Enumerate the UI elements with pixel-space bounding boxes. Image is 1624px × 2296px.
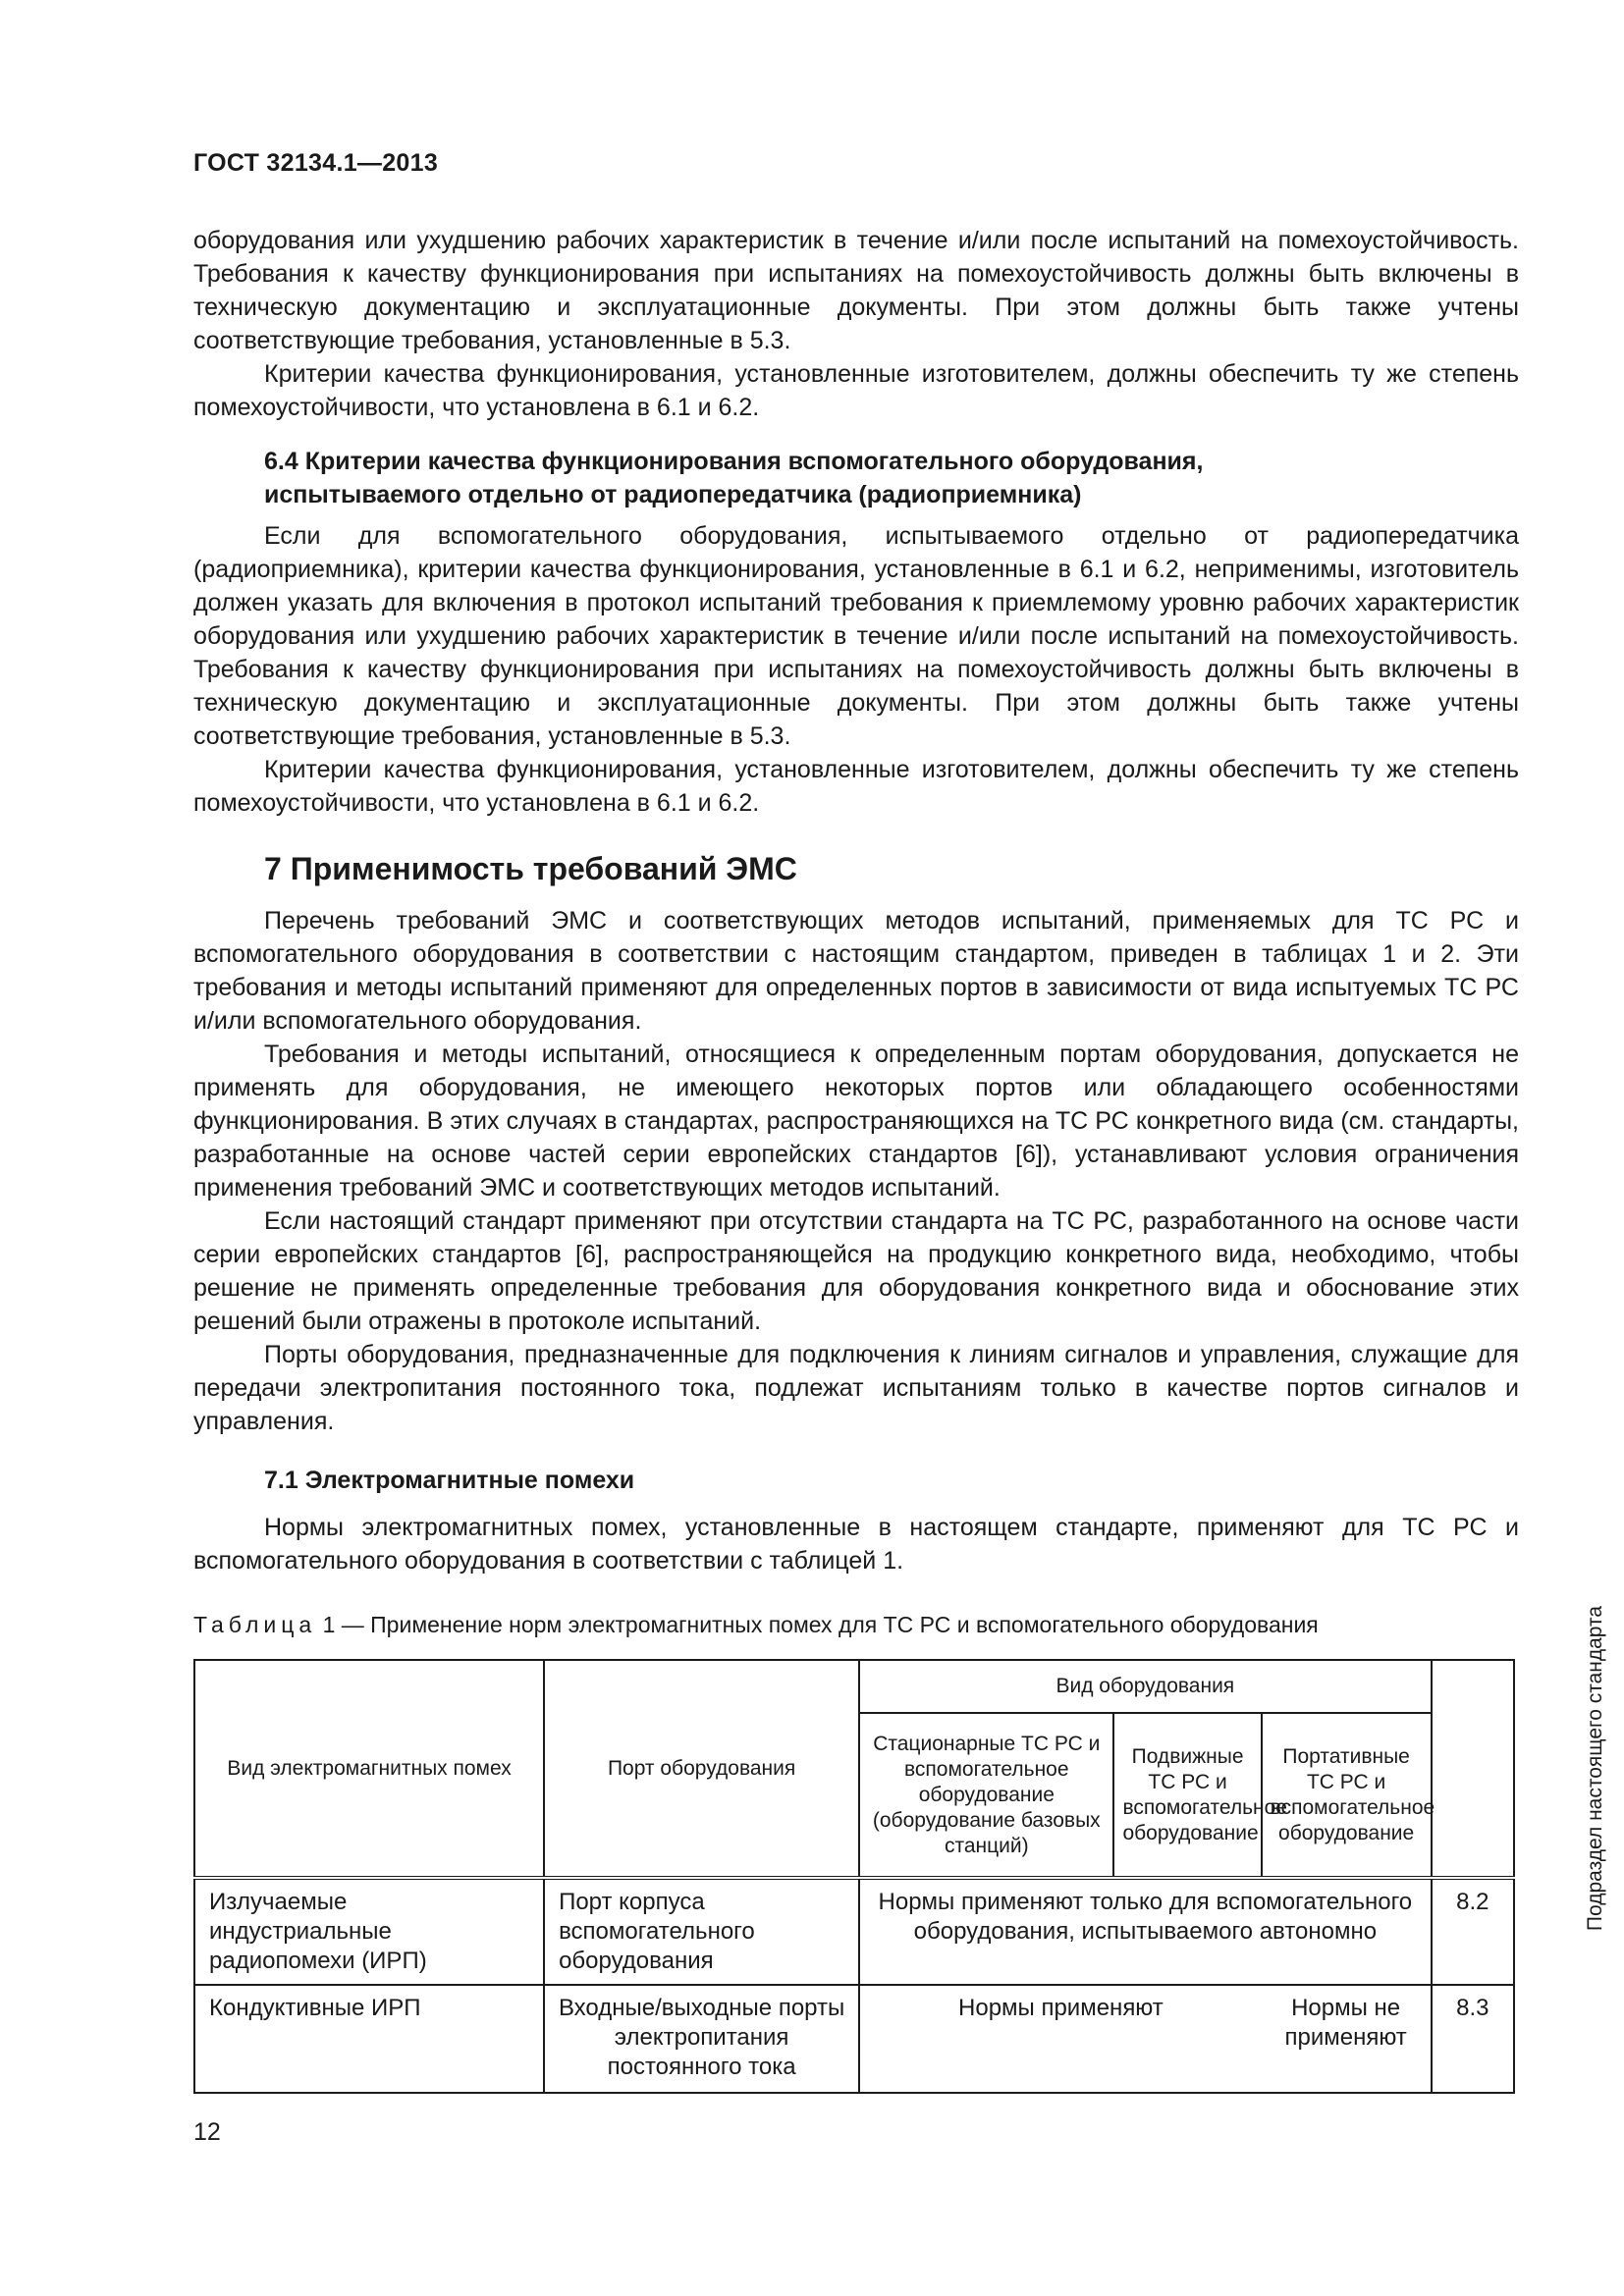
header-equipment-type-group: Вид оборудования xyxy=(859,1660,1431,1713)
table-row xyxy=(194,1878,1514,1985)
paragraph: Перечень требований ЭМС и соответствующих методов испытаний, применяемых для ТС РС и вспомогательного оборудования в соответствии с настоящим стандартом, приведен в таблицах 1 и 2. Эти требования и методы испытаний применяют для определенных портов в зависимости от вида испытуемых ТС РС и/или вспомогательного оборудования. xyxy=(193,907,1519,1035)
paragraph: Критерии качества функционирования, установленные изготовителем, должны обеспечить ту же степень помехоустойчивости, что установлена в 6.1 и 6.2. xyxy=(193,360,1519,421)
paragraph: оборудования или ухудшению рабочих характеристик в течение и/или после испытаний на помехоустойчивость. Требования к качеству функционирования при испытаниях на помехоустойчивость должны быть включены в техническую документацию и эксплуатационные документы. При этом должны быть также учтены соответствующие требования, установленные в 5.3. xyxy=(193,227,1519,354)
page-content xyxy=(193,224,1519,1577)
cell-interference-type: Кондуктивные ИРП xyxy=(194,1985,544,2093)
header-equipment-port: Порт оборудования xyxy=(544,1660,859,1878)
paragraph: Если настоящий стандарт применяют при отсутствии стандарта на ТС РС, разработанного на основе части серии европейских стандартов [6], распространяющейся на продукцию конкретного вида, необходимо, чтобы решение не применять определенные требования для оборудования конкретного вида и обоснование этих решений были отражены в протоколе испытаний. xyxy=(193,1207,1519,1335)
cell-subsection: 8.2 xyxy=(1432,1878,1514,1985)
cell-norm-portable: Нормы не применяют xyxy=(1262,1985,1432,2093)
paragraph: Нормы электромагнитных помех, установленные в настоящем стандарте, применяют для ТС РС и вспомогательного оборудования в соответствии с таблицей 1. xyxy=(193,1514,1519,1575)
table-row xyxy=(194,1985,1514,2093)
paragraph: Требования и методы испытаний, относящиеся к определенным портам оборудования, допускается не применять для оборудования, не имеющего некоторых портов или обладающего особенностями функционирования. В этих случаях в стандартах, распространяющихся на ТС РС конкретного вида (см. стандарты, разработанные на основе частей серии европейских стандартов [6]), устанавливают условия ограничения применения требований ЭМС и соответствующих методов испытаний. xyxy=(193,1041,1519,1201)
section-heading-6-4 xyxy=(264,445,1519,511)
table-caption-text: 1 — Применение норм электромагнитных помех для ТС РС и вспомогательного оборудования xyxy=(316,1612,1319,1637)
header-mobile: Подвижные ТС РС и вспомогательное оборудование xyxy=(1113,1713,1261,1878)
cell-interference-type: Излучаемые индустриальные радиопомехи (ИРП) xyxy=(194,1878,544,1985)
header-interference-type: Вид электромагнитных помех xyxy=(194,1660,544,1878)
document-header: ГОСТ 32134.1—2013 xyxy=(193,149,439,177)
cell-subsection: 8.3 xyxy=(1432,1985,1514,2093)
page-number: 12 xyxy=(193,2118,221,2146)
header-stationary: Стационарные ТС РС и вспомогательное оборудование (оборудование базовых станций) xyxy=(859,1713,1113,1878)
paragraph: Порты оборудования, предназначенные для подключения к линиям сигналов и управления, служащие для передачи электропитания постоянного тока, подлежат испытаниям только в качестве портов сигналов и управления. xyxy=(193,1341,1519,1435)
header-subsection-text: Подраздел настоящего стандарта xyxy=(1583,1605,1606,1931)
table-caption-label: Таблица xyxy=(193,1612,317,1637)
cell-norm: Нормы применяют только для вспомогательного оборудования, испытываемого автономно xyxy=(859,1878,1431,1985)
cell-port: Входные/выходные порты электропитания постоянного тока xyxy=(544,1985,859,2093)
section-heading-line: испытываемого отдельно от радиопередатчика (радиоприемника) xyxy=(264,481,1082,508)
paragraph: Если для вспомогательного оборудования, испытываемого отдельно от радиопередатчика (радиоприемника), критерии качества функционирования, установленные в 6.1 и 6.2, неприменимы, изготовитель должен указать для включения в протокол испытаний требования к приемлемому уровню рабочих характеристик оборудования или ухудшению рабочих характеристик в течение и/или после испытаний на помехоустойчивость. Требования к качеству функционирования при испытаниях на помехоустойчивость должны быть включены в техническую документацию и эксплуатационные документы. При этом должны быть также учтены соответствующие требования, установленные в 5.3. xyxy=(193,522,1519,750)
section-heading-7-1: 7.1 Электромагнитные помехи xyxy=(264,1467,635,1494)
table-caption xyxy=(193,1612,1319,1638)
header-portable: Портативные ТС РС и вспомогательное оборудование xyxy=(1262,1713,1432,1878)
cell-norm: Нормы применяют xyxy=(859,1985,1262,2093)
cell-port: Порт корпуса вспомогательного оборудования xyxy=(544,1878,859,1985)
paragraph: Критерии качества функционирования, установленные изготовителем, должны обеспечить ту же степень помехоустойчивости, что установлена в 6.1 и 6.2. xyxy=(193,756,1519,817)
section-heading-7: 7 Применимость требований ЭМС xyxy=(264,851,797,886)
section-heading-line: 6.4 Критерии качества функционирования вспомогательного оборудования, xyxy=(264,448,1204,475)
